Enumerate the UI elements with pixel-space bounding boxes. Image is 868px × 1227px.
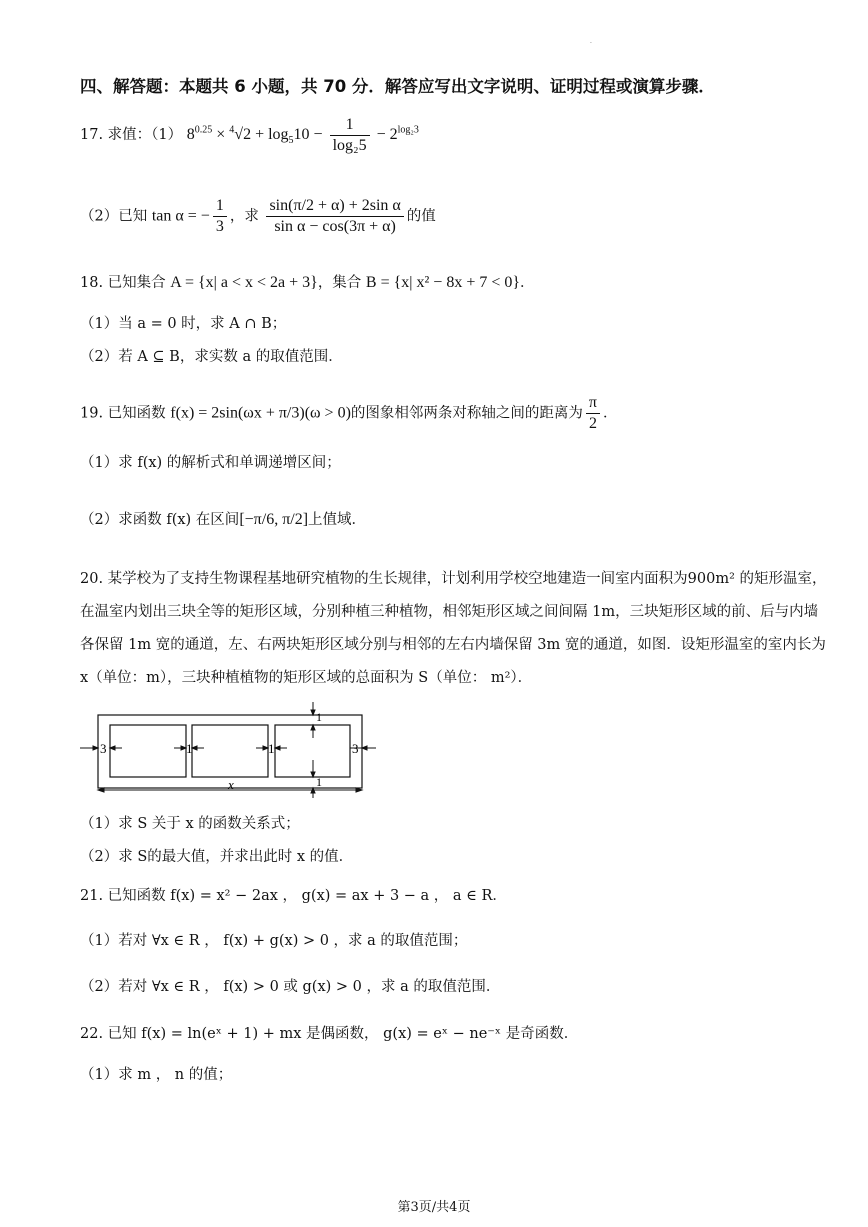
q17-part1 bbox=[80, 115, 828, 156]
q19-distance bbox=[586, 393, 600, 434]
q19-function: f(x) = 2sin(ωx + π/3)(ω > 0) bbox=[170, 404, 351, 422]
q18-stem-a: 18. 已知集合 bbox=[80, 275, 171, 291]
q19-part2 bbox=[80, 509, 828, 531]
q17-part2 bbox=[80, 196, 828, 237]
q17-part2-cond-fraction bbox=[213, 196, 227, 237]
q19-distance-den: 2 bbox=[588, 415, 597, 432]
q20-paragraph: 20. 某学校为了支持生物课程基地研究植物的生长规律，计划利用学校空地建造一间室内面积为900m² 的矩形温室，在温室内划出三块全等的矩形区域，分别种植三种植物，相邻矩形区域之间间隔 1m，三块矩形区域的前、后与内墙各保留 1m 宽的通道，左、右两块矩形区域分别与相邻的左右内墙保留 3m 宽的通道，如图．设矩形温室的室内长为 x（单位：m），三块种植植物的矩形区域的总面积为 S（单位： m²）． bbox=[80, 571, 827, 686]
q17-times: × bbox=[212, 126, 230, 144]
q18-stem-b: ，集合 bbox=[317, 275, 366, 291]
q21-part1: （1）若对 ∀x ∈ R ， f(x) + g(x) > 0 ，求 a 的取值范围； bbox=[80, 933, 468, 949]
q17-number: 17. 求值： bbox=[80, 127, 152, 144]
q17-part1-label: （1） bbox=[151, 127, 183, 144]
q17-log-base: 5 bbox=[288, 135, 294, 147]
q17-root-body: √2 bbox=[234, 126, 252, 144]
left-gap-label: 3 bbox=[100, 741, 107, 756]
q18-stem-c: ． bbox=[520, 275, 535, 291]
q17-fraction-num: 1 bbox=[330, 115, 370, 136]
q18-set-a: A = {x| a < x < 2a + 3} bbox=[170, 274, 318, 291]
mid-gap-1-label: 1 bbox=[186, 741, 193, 756]
q17-power-exp: log₂3 bbox=[397, 124, 419, 136]
q17-log-arg: 10 − bbox=[293, 126, 327, 144]
q17-part2-cond-num: 1 bbox=[213, 196, 227, 217]
q19-stem bbox=[80, 393, 828, 434]
planting-region-2 bbox=[192, 725, 268, 777]
q17-power: − 2 bbox=[372, 126, 398, 144]
q19-stem-c: ． bbox=[602, 405, 618, 422]
q17-root-index: 4 bbox=[229, 124, 235, 136]
q19-distance-num: π bbox=[586, 393, 600, 414]
q17-part2-tail: 的值 bbox=[406, 208, 436, 225]
q17-part2-fraction bbox=[266, 196, 403, 237]
q20-part1: （1）求 S 关于 x 的函数关系式； bbox=[80, 816, 300, 832]
section-title: 四、解答题：本题共 6 小题，共 70 分．解答应写出文字说明、证明过程或演算步骤． bbox=[80, 77, 715, 96]
bottom-gap-label: 1 bbox=[316, 775, 322, 789]
q18-stem bbox=[80, 272, 828, 294]
q17-fraction-den: log₂5 bbox=[332, 137, 367, 154]
q21-stem: 21. 已知函数 f(x) = x² − 2ax ， g(x) = ax + 3 − a ， a ∈ R． bbox=[80, 888, 507, 904]
q17-log: + log bbox=[251, 126, 289, 144]
page-footer: 第3页/共4页 bbox=[397, 1200, 471, 1215]
length-label: x bbox=[228, 777, 234, 792]
q19-stem-a: 19. 已知函数 bbox=[80, 405, 171, 422]
q17-part2-label: （2）已知 bbox=[80, 208, 148, 225]
q19-part2-a: （2）求函数 f(x) 在区间 bbox=[80, 512, 240, 528]
q17-part2-den: sin α − cos(3π + α) bbox=[274, 218, 396, 235]
q18-part2: （2）若 A ⊆ B，求实数 a 的取值范围． bbox=[80, 349, 343, 365]
greenhouse-figure bbox=[76, 700, 376, 800]
q17-part2-cond-den: 3 bbox=[215, 218, 224, 235]
mid-gap-2-label: 1 bbox=[268, 741, 275, 756]
q17-part2-ask: ，求 bbox=[229, 208, 259, 225]
q17-fraction bbox=[330, 115, 370, 156]
q17-term-base: 8 bbox=[186, 126, 195, 144]
right-gap-label: 3 bbox=[352, 741, 359, 756]
q17-part2-condition: tan α = − bbox=[151, 207, 210, 225]
q19-part2-b: 上值域． bbox=[308, 512, 367, 528]
top-gap-label: 1 bbox=[316, 710, 322, 724]
planting-region-1 bbox=[110, 725, 186, 777]
q17-part2-num: sin(π/2 + α) + 2sin α bbox=[266, 196, 403, 217]
scan-dot: · bbox=[590, 40, 592, 47]
q17-term-exp: 0.25 bbox=[194, 124, 213, 136]
q20-part2: （2）求 S的最大值，并求出此时 x 的值． bbox=[80, 849, 354, 865]
q22-stem: 22. 已知 f(x) = ln(eˣ + 1) + mx 是偶函数， g(x) = eˣ − ne⁻ˣ 是奇函数． bbox=[80, 1026, 579, 1042]
q21-part2: （2）若对 ∀x ∈ R ， f(x) > 0 或 g(x) > 0 ，求 a 的取值范围． bbox=[80, 979, 501, 995]
q19-interval: [−π/6, π/2] bbox=[239, 511, 309, 528]
q19-stem-b: 的图象相邻两条对称轴之间的距离为 bbox=[350, 405, 583, 422]
q18-part1: （1）当 a = 0 时，求 A ∩ B； bbox=[80, 316, 287, 332]
q22-part1: （1）求 m ， n 的值； bbox=[80, 1067, 233, 1083]
q19-part1: （1）求 f(x) 的解析式和单调递增区间； bbox=[80, 455, 341, 471]
q18-set-b: B = {x| x² − 8x + 7 < 0} bbox=[365, 274, 521, 291]
q17-part1-expression bbox=[186, 116, 419, 154]
